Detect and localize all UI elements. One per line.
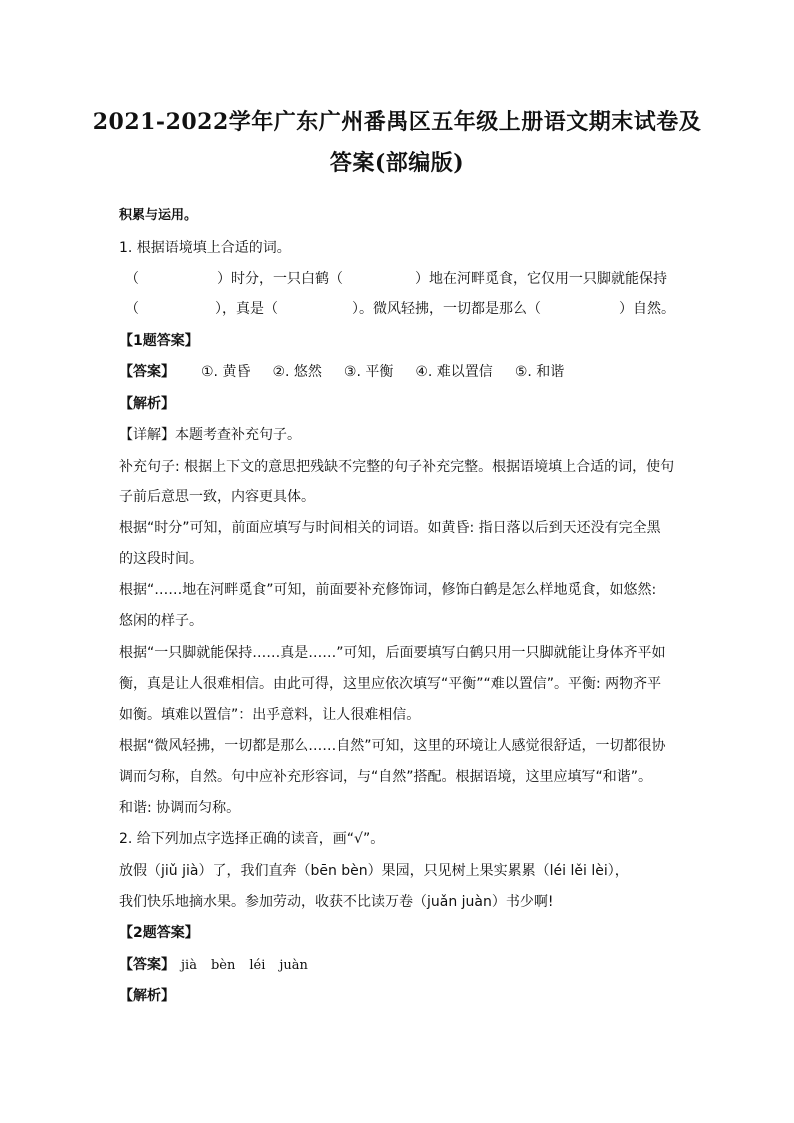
q1-answer-item: ⑤. 和谐 [514,364,565,380]
q2-answer-line [119,955,679,976]
q1-detail-line: 根据“微风轻拂，一切都是那么……自然”可知，这里的环境让人感觉很舒适，一切都很协 [119,738,666,754]
answer-label: 【答案】 [119,957,175,973]
q1-text-segment: ）。微风轻拂，一切都是那么（ [352,301,541,317]
q1-detail-line: 如衡。填难以置信”：出乎意料，让人很难相信。 [119,707,421,723]
q1-text-segment: ），真是（ [215,301,278,317]
q1-detail-line: 衡，真是让人很难相信。由此可得，这里应依次填写“平衡”“难以置信”。平衡: 两物齐平 [119,676,662,692]
q2-answer-heading: 【2题答案】 [119,925,199,941]
q2-answer-item: juàn [279,958,308,973]
q1-detail-line: 的这段时间。 [119,551,203,567]
q2-text-line: 放假（jiǔ jià）了，我们直奔（bēn bèn）果园，只见树上果实累累（léi lěi lèi）， [119,863,629,879]
q1-detail-line: 调而匀称，自然。句中应补充形容词，与“自然”搭配。根据语境，这里应填写“和谐”。 [119,769,653,785]
answer-label: 【答案】 [119,364,175,380]
q2-answer-item: jià [181,958,197,973]
q1-analysis-heading: 【解析】 [119,396,175,412]
q1-detail-line: 和谐: 协调而匀称。 [119,800,241,816]
q2-text-line: 我们快乐地摘水果。参加劳动，收获不比读万卷（juǎn juàn）书少啊! [119,894,554,910]
q2-analysis-heading: 【解析】 [119,988,175,1004]
q1-text-line-2 [125,299,685,319]
q1-text-line-1 [125,269,685,289]
q1-detail-line: 悠闲的样子。 [119,613,203,629]
q1-text-segment: ）自然。 [619,301,675,317]
q1-answer-item: ④. 难以置信 [415,364,493,380]
q1-answer-item: ③. 平衡 [343,364,394,380]
q1-answer-item: ①. 黄昏 [201,364,251,380]
q1-detail-line: 根据“一只脚就能保持……真是……”可知，后面要填写白鹤只用一只脚就能让身体齐平如 [119,645,666,661]
q1-prompt: 1. 根据语境填上合适的词。 [119,240,291,256]
document-title-line-2: 答案(部编版) [329,150,465,176]
q1-detail-line: 子前后意思一致，内容更具体。 [119,489,315,505]
q1-answer-line [119,362,679,382]
section-heading: 积累与运用。 [119,208,198,223]
q1-detail-line: 根据“时分”可知，前面应填写与时间相关的词语。如黄昏: 指日落以后到天还没有完全黑 [119,520,661,536]
q1-detail-line: 补充句子: 根据上下文的意思把残缺不完整的句子补充完整。根据语境填上合适的词，使句 [119,459,675,475]
q1-text-segment: ）地在河畔觅食，它仅用一只脚就能保持 [415,271,667,287]
q2-prompt: 2. 给下列加点字选择正确的读音，画“√”。 [119,831,385,847]
q1-answer-heading: 【1题答案】 [119,333,199,349]
q2-answer-item: léi [249,958,266,973]
q1-detail-line: 根据“……地在河畔觅食”可知，前面要补充修饰词，修饰白鹤是怎么样地觅食，如悠然: [119,582,657,598]
q1-detail-line: 【详解】本题考查补充句子。 [119,427,301,443]
q1-text-segment: ）时分，一只白鹤（ [217,271,343,287]
document-title-line-1: 2021-2022学年广东广州番禺区五年级上册语文期末试卷及 [92,109,702,135]
q1-text-paren: （ [125,271,139,287]
q1-answer-item: ②. 悠然 [272,364,322,380]
q2-answer-item: bèn [210,958,236,973]
q1-text-paren: （ [125,301,139,317]
